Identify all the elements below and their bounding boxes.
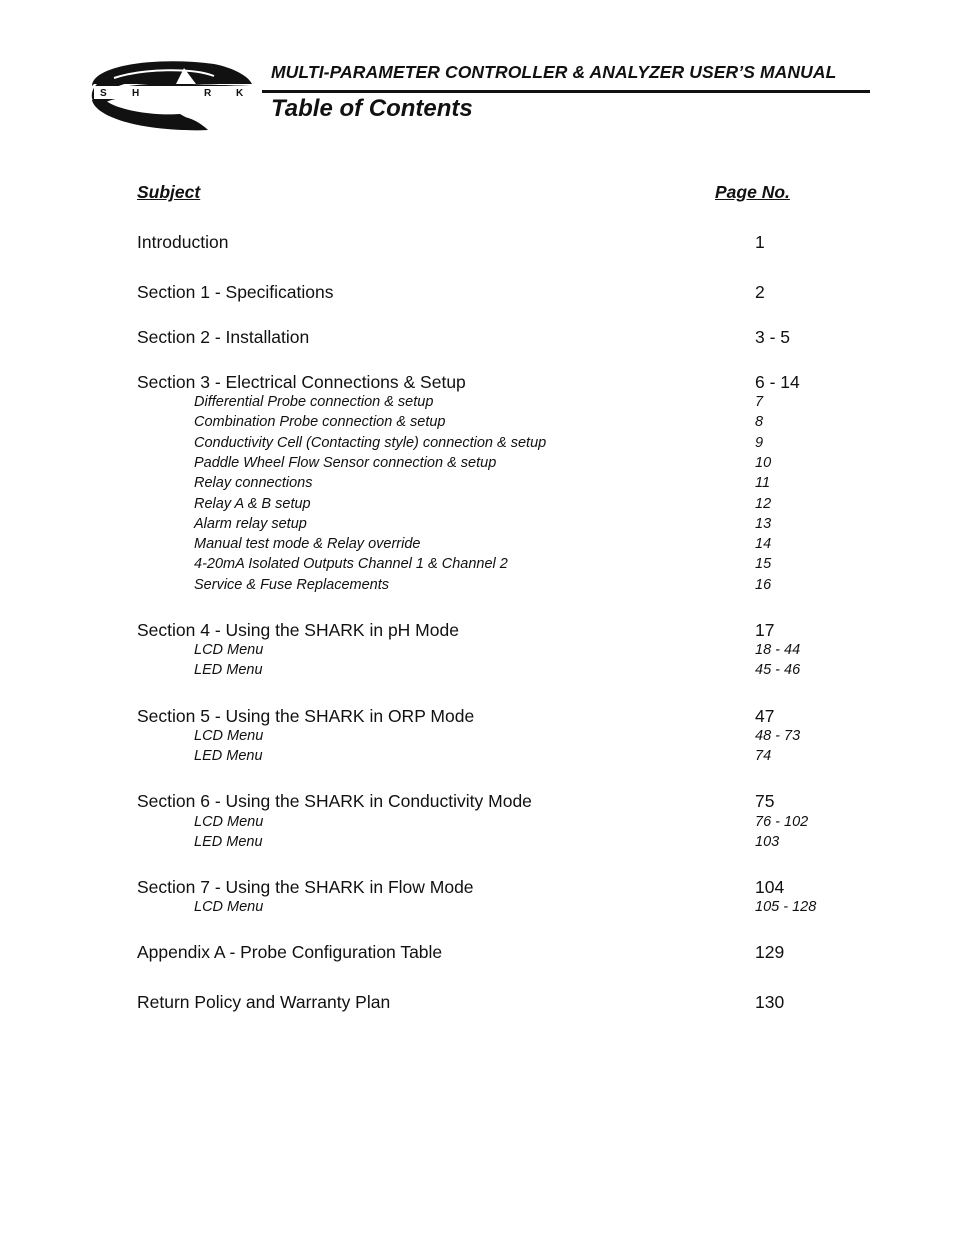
toc-section-page: 3 - 5 bbox=[755, 327, 791, 347]
toc-section-title: Return Policy and Warranty Plan bbox=[137, 992, 391, 1012]
toc-section-page: 6 - 14 bbox=[755, 372, 800, 392]
toc-subsection-title: Combination Probe connection & setup bbox=[194, 414, 446, 430]
toc-subsection-title: Relay connections bbox=[194, 475, 313, 491]
toc-subsection-page: 76 - 102 bbox=[755, 814, 809, 830]
toc-subsection-title: 4-20mA Isolated Outputs Channel 1 & Channel 2 bbox=[194, 556, 508, 572]
logo-letter-h: H bbox=[132, 88, 140, 99]
toc-subsection-title: LED Menu bbox=[194, 748, 263, 764]
logo-letter-r: R bbox=[204, 88, 212, 99]
toc-subsection-title: Differential Probe connection & setup bbox=[194, 394, 434, 410]
toc-subsection-title: Conductivity Cell (Contacting style) connection & setup bbox=[194, 435, 547, 451]
toc-subsection-page: 8 bbox=[755, 414, 764, 430]
toc-section-page: 1 bbox=[755, 232, 765, 252]
toc-subsection-title: Paddle Wheel Flow Sensor connection & setup bbox=[194, 455, 497, 471]
toc-section-title: Section 3 - Electrical Connections & Setup bbox=[137, 372, 466, 392]
toc-section-page: 130 bbox=[755, 992, 785, 1012]
toc-subsection-title: Manual test mode & Relay override bbox=[194, 536, 421, 552]
toc-subsection-page: 45 - 46 bbox=[755, 662, 801, 678]
toc-subsection-page: 103 bbox=[755, 834, 780, 850]
toc-subsection-page: 16 bbox=[755, 577, 772, 593]
toc-subsection-page: 48 - 73 bbox=[755, 728, 801, 744]
toc-subsection-title: Service & Fuse Replacements bbox=[194, 577, 390, 593]
toc-subsection-title: LCD Menu bbox=[194, 814, 264, 830]
toc-section-page: 47 bbox=[755, 706, 775, 726]
toc-section-page: 17 bbox=[755, 620, 775, 640]
logo-letter-a: A bbox=[169, 88, 177, 99]
toc-subsection-page: 9 bbox=[755, 435, 764, 451]
toc-section-title: Section 4 - Using the SHARK in pH Mode bbox=[137, 620, 459, 640]
toc-section-title: Section 7 - Using the SHARK in Flow Mode bbox=[137, 877, 474, 897]
header-rule bbox=[262, 90, 870, 93]
shark-logo bbox=[84, 56, 254, 132]
page-title: Table of Contents bbox=[271, 95, 473, 122]
toc-section-page: 104 bbox=[755, 877, 785, 897]
toc-section-title: Introduction bbox=[137, 232, 229, 252]
toc-subsection-page: 74 bbox=[755, 748, 772, 764]
toc-subsection-title: LCD Menu bbox=[194, 642, 264, 658]
toc-section-title: Section 6 - Using the SHARK in Conductivity Mode bbox=[137, 791, 532, 811]
toc-subsection-page: 11 bbox=[755, 475, 771, 491]
subject-column-header: Subject bbox=[137, 182, 201, 202]
toc-subsection-page: 18 - 44 bbox=[755, 642, 801, 658]
toc-section-page: 75 bbox=[755, 791, 775, 811]
toc-subsection-page: 15 bbox=[755, 556, 772, 572]
toc-section-title: Appendix A - Probe Configuration Table bbox=[137, 942, 443, 962]
toc-subsection-title: LCD Menu bbox=[194, 728, 264, 744]
logo-letter-k: K bbox=[236, 88, 244, 99]
toc-section-title: Section 2 - Installation bbox=[137, 327, 310, 347]
toc-subsection-page: 10 bbox=[755, 455, 772, 471]
toc-section-page: 129 bbox=[755, 942, 785, 962]
toc-section-page: 2 bbox=[755, 282, 765, 302]
logo-letter-s: S bbox=[100, 88, 107, 99]
toc-subsection-title: Relay A & B setup bbox=[194, 496, 311, 512]
manual-title: MULTI-PARAMETER CONTROLLER & ANALYZER USER’S MANUAL bbox=[271, 62, 837, 82]
toc-subsection-title: LCD Menu bbox=[194, 899, 264, 915]
page-column-header: Page No. bbox=[715, 182, 790, 202]
toc-subsection-page: 12 bbox=[755, 496, 772, 512]
toc-subsection-title: LED Menu bbox=[194, 662, 263, 678]
toc-section-title: Section 5 - Using the SHARK in ORP Mode bbox=[137, 706, 475, 726]
toc-subsection-title: LED Menu bbox=[194, 834, 263, 850]
toc-subsection-page: 14 bbox=[755, 536, 772, 552]
toc-subsection-title: Alarm relay setup bbox=[194, 516, 307, 532]
toc-subsection-page: 7 bbox=[755, 394, 764, 410]
toc-subsection-page: 13 bbox=[755, 516, 772, 532]
toc-section-title: Section 1 - Specifications bbox=[137, 282, 334, 302]
toc-subsection-page: 105 - 128 bbox=[755, 899, 817, 915]
